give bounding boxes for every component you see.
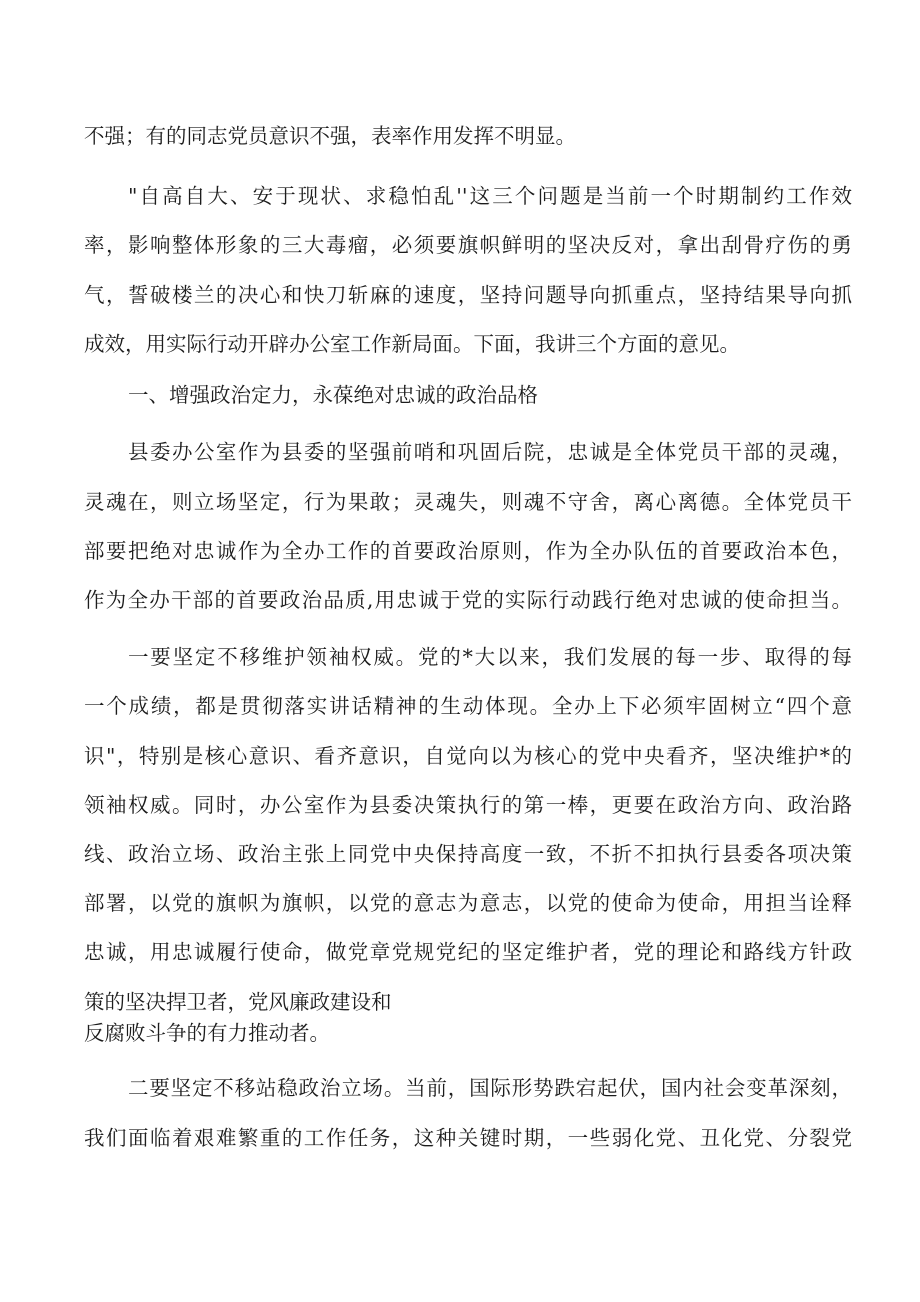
paragraph-line: 气，誓破楼兰的决心和快刀斩麻的速度，坚持问题导向抓重点，坚持结果导向抓 (84, 283, 852, 307)
paragraph-line: 灵魂在，则立场坚定，行为果敢；灵魂失，则魂不守舍，离心离德。全体党员干 (84, 490, 852, 514)
paragraph-line: 二要坚定不移站稳政治立场。当前，国际形势跌宕起伏，国内社会变革深刻， (128, 1076, 852, 1100)
paragraph-line: 不强；有的同志党员意识不强，表率作用发挥不明显。 (84, 124, 576, 148)
paragraph-line: 成效，用实际行动开辟办公室工作新局面。下面，我讲三个方面的意见。 (84, 332, 740, 356)
paragraph-line: 率，影响整体形象的三大毒瘤，必须要旗帜鲜明的坚决反对，拿出刮骨疗伤的勇 (84, 233, 852, 257)
paragraph-line: "自高自大、安于现状、求稳怕乱''这三个问题是当前一个时期制约工作效 (128, 184, 852, 208)
paragraph-line: 部署，以党的旗帜为旗帜，以党的意志为意志，以党的使命为使命，用担当诠释 (84, 891, 852, 915)
paragraph-line: 忠诚，用忠诚履行使命，做党章党规党纪的坚定维护者，党的理论和路线方针政 (84, 940, 852, 964)
paragraph-line: 我们面临着艰难繁重的工作任务，这种关键时期，一些弱化党、丑化党、分裂党 (84, 1126, 852, 1150)
section-heading: 一、增强政治定力，永葆绝对忠诚的政治品格 (128, 383, 538, 407)
paragraph-line: 一要坚定不移维护领袖权威。党的*大以来，我们发展的每一步、取得的每 (128, 645, 852, 669)
paragraph-line: 线、政治立场、政治主张上同党中央保持高度一致，不折不扣执行县委各项决策 (84, 842, 852, 866)
paragraph-line: 策的坚决捍卫者，党风廉政建设和 (84, 990, 392, 1014)
paragraph-line: 反腐败斗争的有力推动者。 (84, 1021, 330, 1045)
paragraph-line: 作为全办干部的首要政治品质,用忠诚于党的实际行动践行绝对忠诚的使命担当。 (84, 588, 852, 612)
paragraph-line: 县委办公室作为县委的坚强前哨和巩固后院，忠诚是全体党员干部的灵魂， (128, 440, 852, 464)
paragraph-line: 领袖权威。同时，办公室作为县委决策执行的第一棒，更要在政治方向、政治路 (84, 793, 852, 817)
paragraph-line: 一个成绩，都是贯彻落实讲话精神的生动体现。全办上下必须牢固树立“四个意 (84, 694, 852, 718)
paragraph-line: 部要把绝对忠诚作为全办工作的首要政治原则，作为全办队伍的首要政治本色， (84, 539, 852, 563)
paragraph-line: 识"，特别是核心意识、看齐意识，自觉向以为核心的党中央看齐，坚决维护*的 (84, 744, 852, 768)
